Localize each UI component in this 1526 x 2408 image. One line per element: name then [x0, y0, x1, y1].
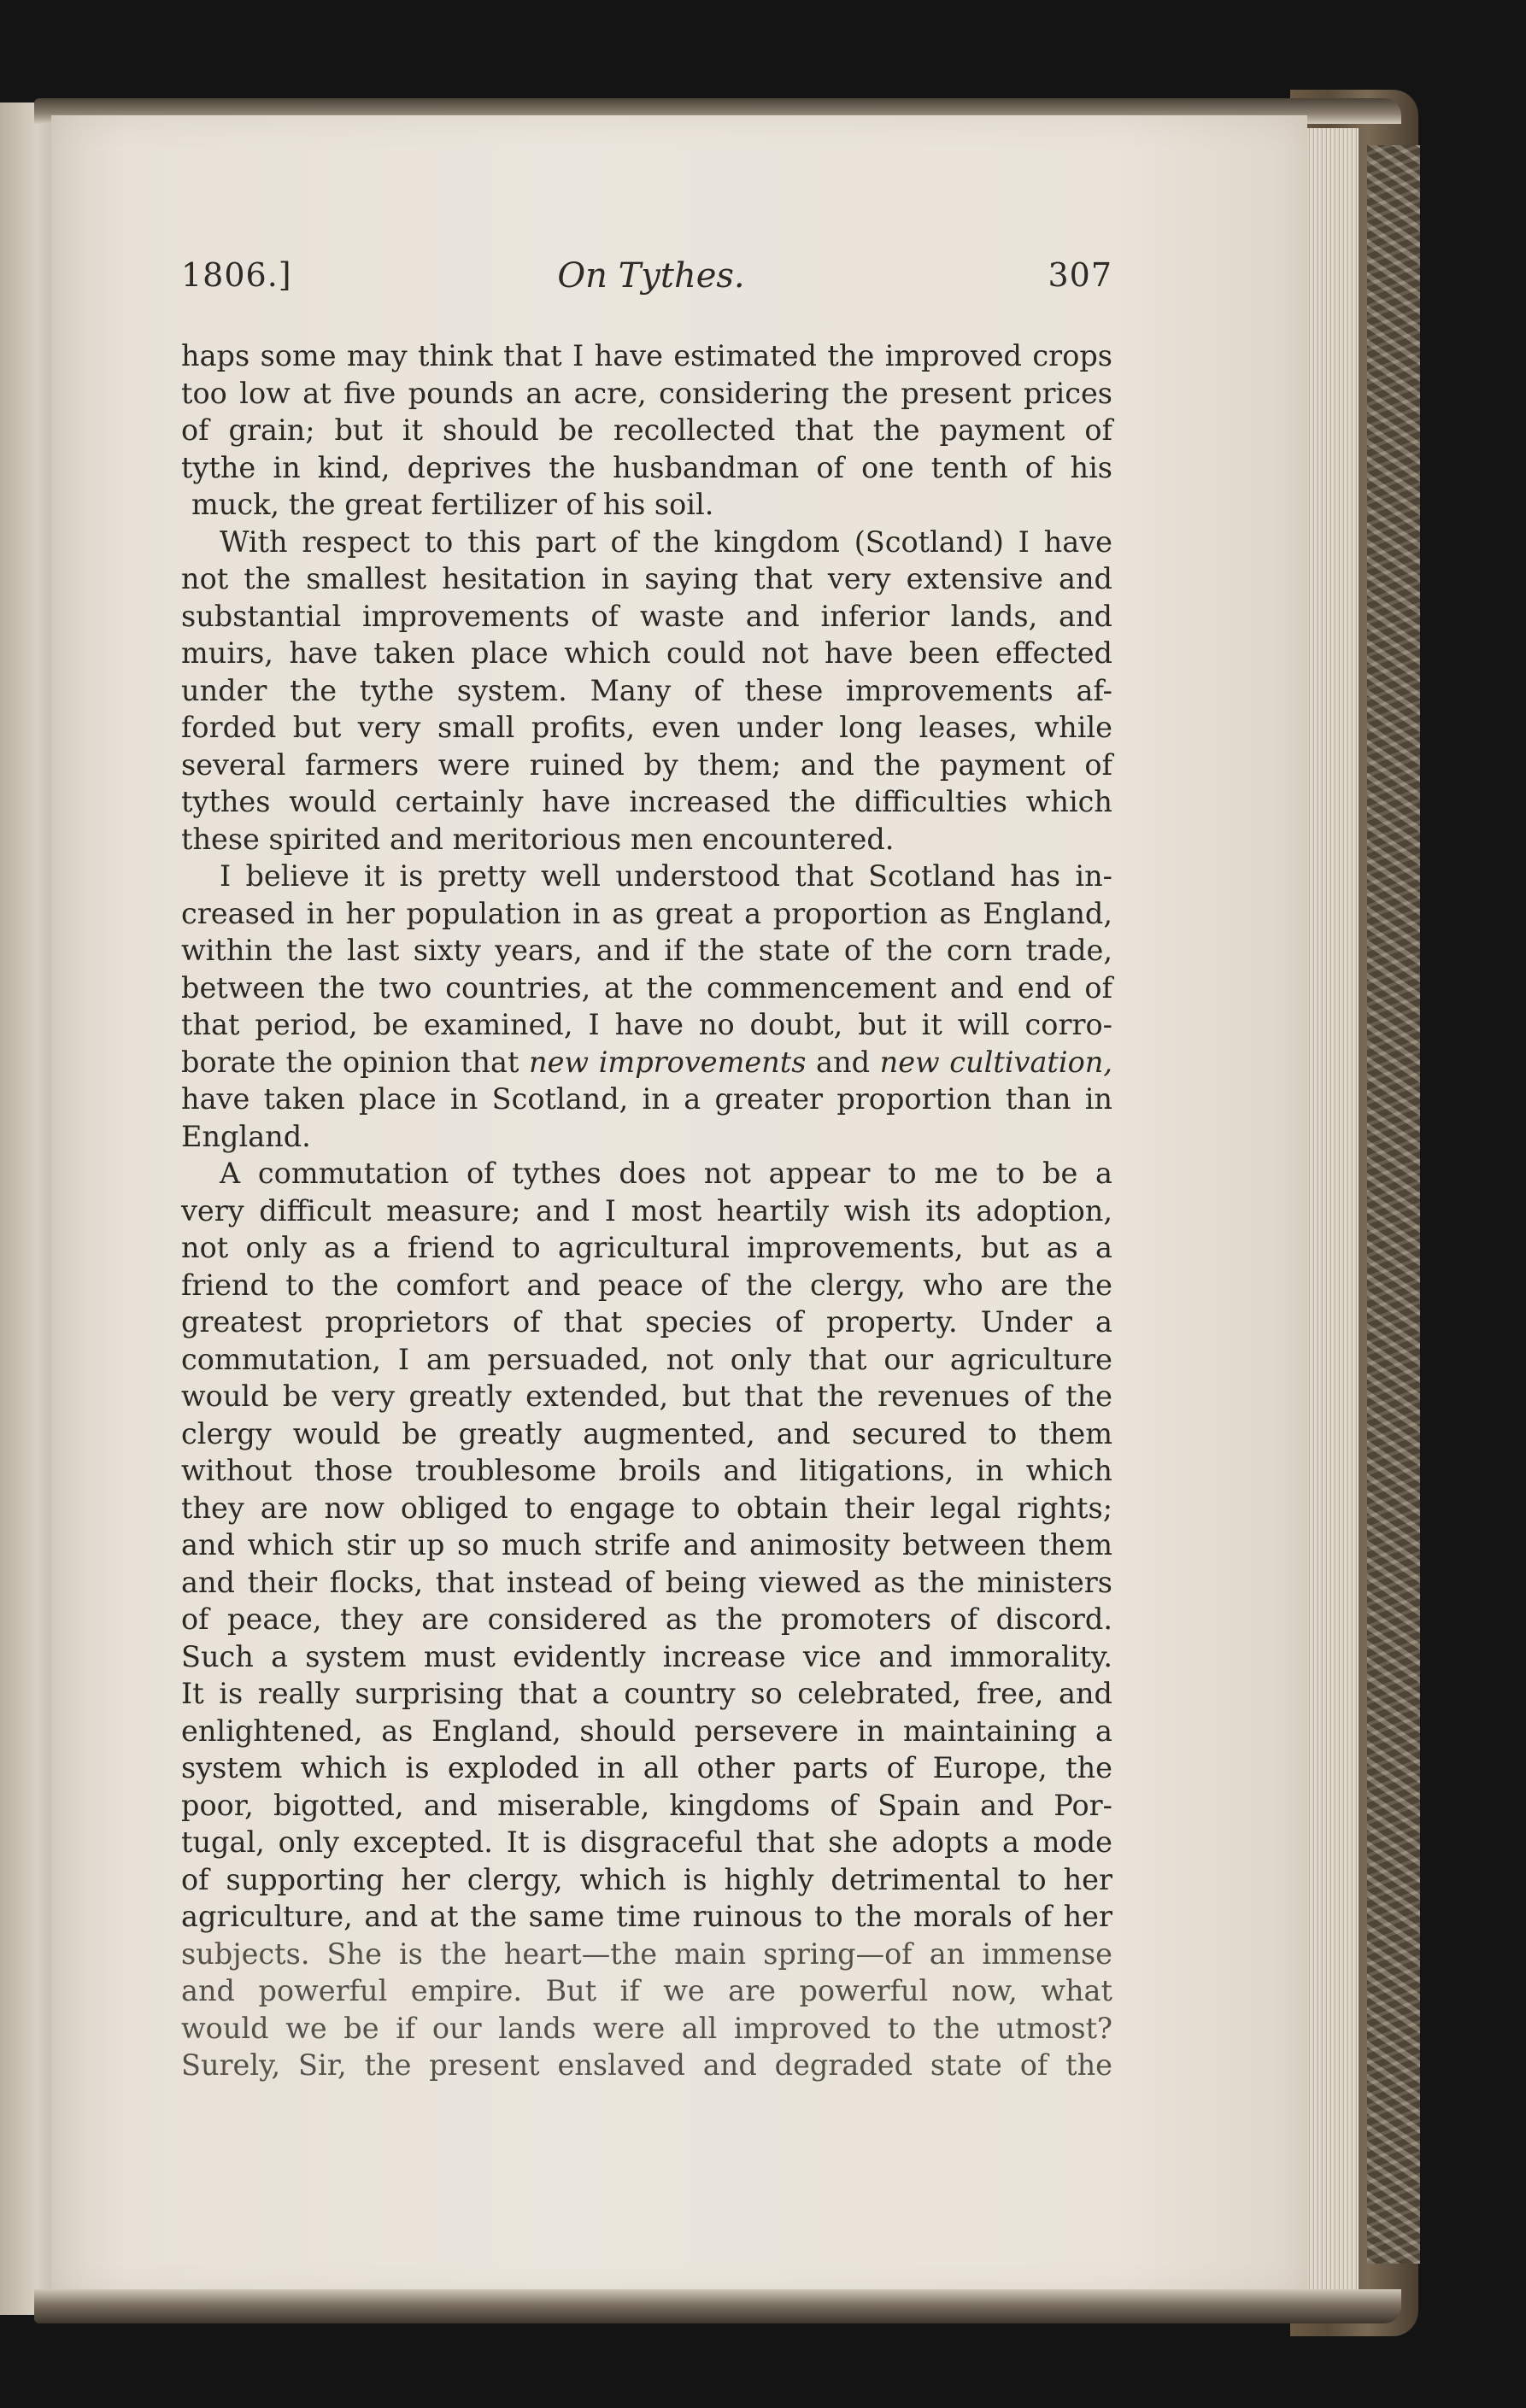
paragraph	[181, 858, 1112, 1155]
text-line: England.	[181, 1119, 311, 1153]
text-line: muirs, have taken place which could not have been effected	[181, 636, 1112, 670]
text-line: would be very greatly extended, but that the revenues of the	[181, 1380, 1112, 1413]
text-line: of supporting her clergy, which is highly detrimental to her	[181, 1862, 1112, 1896]
page-number: 307	[1048, 256, 1112, 294]
text-line: system which is exploded in all other parts of Europe, the	[181, 1751, 1112, 1784]
text-line: Such a system must evidently increase vice and immorality.	[181, 1639, 1112, 1673]
text-line: tugal, only excepted. It is disgraceful that she adopts a mode	[181, 1825, 1112, 1859]
text-line: Surely, Sir, the present enslaved and degraded state of the	[181, 2048, 1112, 2082]
text-line: creased in her population in as great a proportion as England,	[181, 896, 1112, 930]
text-line: under the tythe system. Many of these improvements af-	[181, 673, 1112, 707]
text-line: and which stir up so much strife and animosity between them	[181, 1528, 1112, 1561]
text-line: With respect to this part of the kingdom (Scotland) I have	[220, 524, 1112, 559]
text-line: commutation, I am persuaded, not only that our agriculture	[181, 1342, 1112, 1376]
header-title: On Tythes.	[557, 256, 745, 296]
text-run: and	[806, 1045, 880, 1079]
text-line: forded but very small profits, even under long leases, while	[181, 711, 1112, 744]
text-line: A commutation of tythes does not appear to me to be a	[220, 1157, 1112, 1190]
marbled-board	[1367, 145, 1420, 2264]
header-year: 1806.]	[181, 256, 292, 294]
text-line: would we be if our lands were all improved to the utmost?	[181, 2011, 1112, 2045]
text-line: poor, bigotted, and miserable, kingdoms of Spain and Por-	[181, 1788, 1112, 1822]
text-line: these spirited and meritorious men encountered.	[181, 822, 895, 856]
paragraph	[181, 1155, 1112, 2084]
text-line: and their flocks, that instead of being viewed as the ministers	[181, 1565, 1112, 1599]
text-line: too low at five pounds an acre, considering the present prices	[181, 376, 1112, 410]
text-line: of peace, they are considered as the promoters of discord.	[181, 1602, 1112, 1636]
italic-phrase: new cultivation,	[879, 1045, 1113, 1079]
text-line: very difficult measure; and I most heartily wish its adoption,	[181, 1193, 1112, 1227]
text-line: friend to the comfort and peace of the clergy, who are the	[181, 1268, 1112, 1302]
text-line-italic-mixed	[181, 1044, 1112, 1081]
text-line: within the last sixty years, and if the state of the corn trade,	[181, 934, 1112, 967]
text-line: enlightened, as England, should persevere in maintaining a	[181, 1714, 1112, 1748]
text-line: agriculture, and at the same time ruinous to the morals of her	[181, 1900, 1112, 1933]
text-line: tythe in kind, deprives the husbandman of one tenth of his	[181, 450, 1112, 484]
body-text	[181, 337, 1112, 2084]
text-line: and powerful empire. But if we are powerful now, what	[181, 1974, 1112, 2007]
text-line: It is really surprising that a country so celebrated, free, and	[181, 1677, 1112, 1710]
text-line: several farmers were ruined by them; and the payment of	[181, 747, 1112, 782]
book-bottom-edge	[34, 2289, 1401, 2323]
text-line: that period, be examined, I have no doubt, but it will corro-	[181, 1008, 1112, 1041]
text-line: haps some may think that I have estimated the improved crops	[181, 339, 1112, 372]
text-line: greatest proprietors of that species of property. Under a	[181, 1305, 1112, 1339]
text-run: borate the opinion that	[181, 1045, 530, 1079]
text-line: without those troublesome broils and litigations, in which	[181, 1454, 1112, 1487]
text-line: clergy would be greatly augmented, and secured to them	[181, 1416, 1112, 1450]
text-line: have taken place in Scotland, in a greater proportion than in	[181, 1082, 1112, 1116]
text-line: of grain; but it should be recollected that the payment of	[181, 413, 1112, 447]
text-line: muck, the great fertilizer of his soil.	[191, 488, 714, 521]
text-line: subjects. She is the heart—the main spring—of an immense	[181, 1936, 1112, 1971]
text-line: not the smallest hesitation in saying that very extensive and	[181, 562, 1112, 595]
text-line: between the two countries, at the commencement and end of	[181, 970, 1112, 1005]
text-line: substantial improvements of waste and inferior lands, and	[181, 599, 1112, 633]
running-header	[181, 256, 1112, 308]
paragraph	[181, 524, 1112, 858]
paragraph	[181, 337, 1112, 524]
text-line: I believe it is pretty well understood that Scotland has in-	[220, 859, 1112, 893]
text-line: not only as a friend to agricultural improvements, but as a	[181, 1231, 1112, 1264]
text-line: they are now obliged to engage to obtain their legal rights;	[181, 1491, 1112, 1525]
text-line: tythes would certainly have increased the difficulties which	[181, 785, 1112, 818]
facing-page-edge	[0, 103, 55, 2315]
italic-phrase: new improvements	[529, 1045, 807, 1079]
